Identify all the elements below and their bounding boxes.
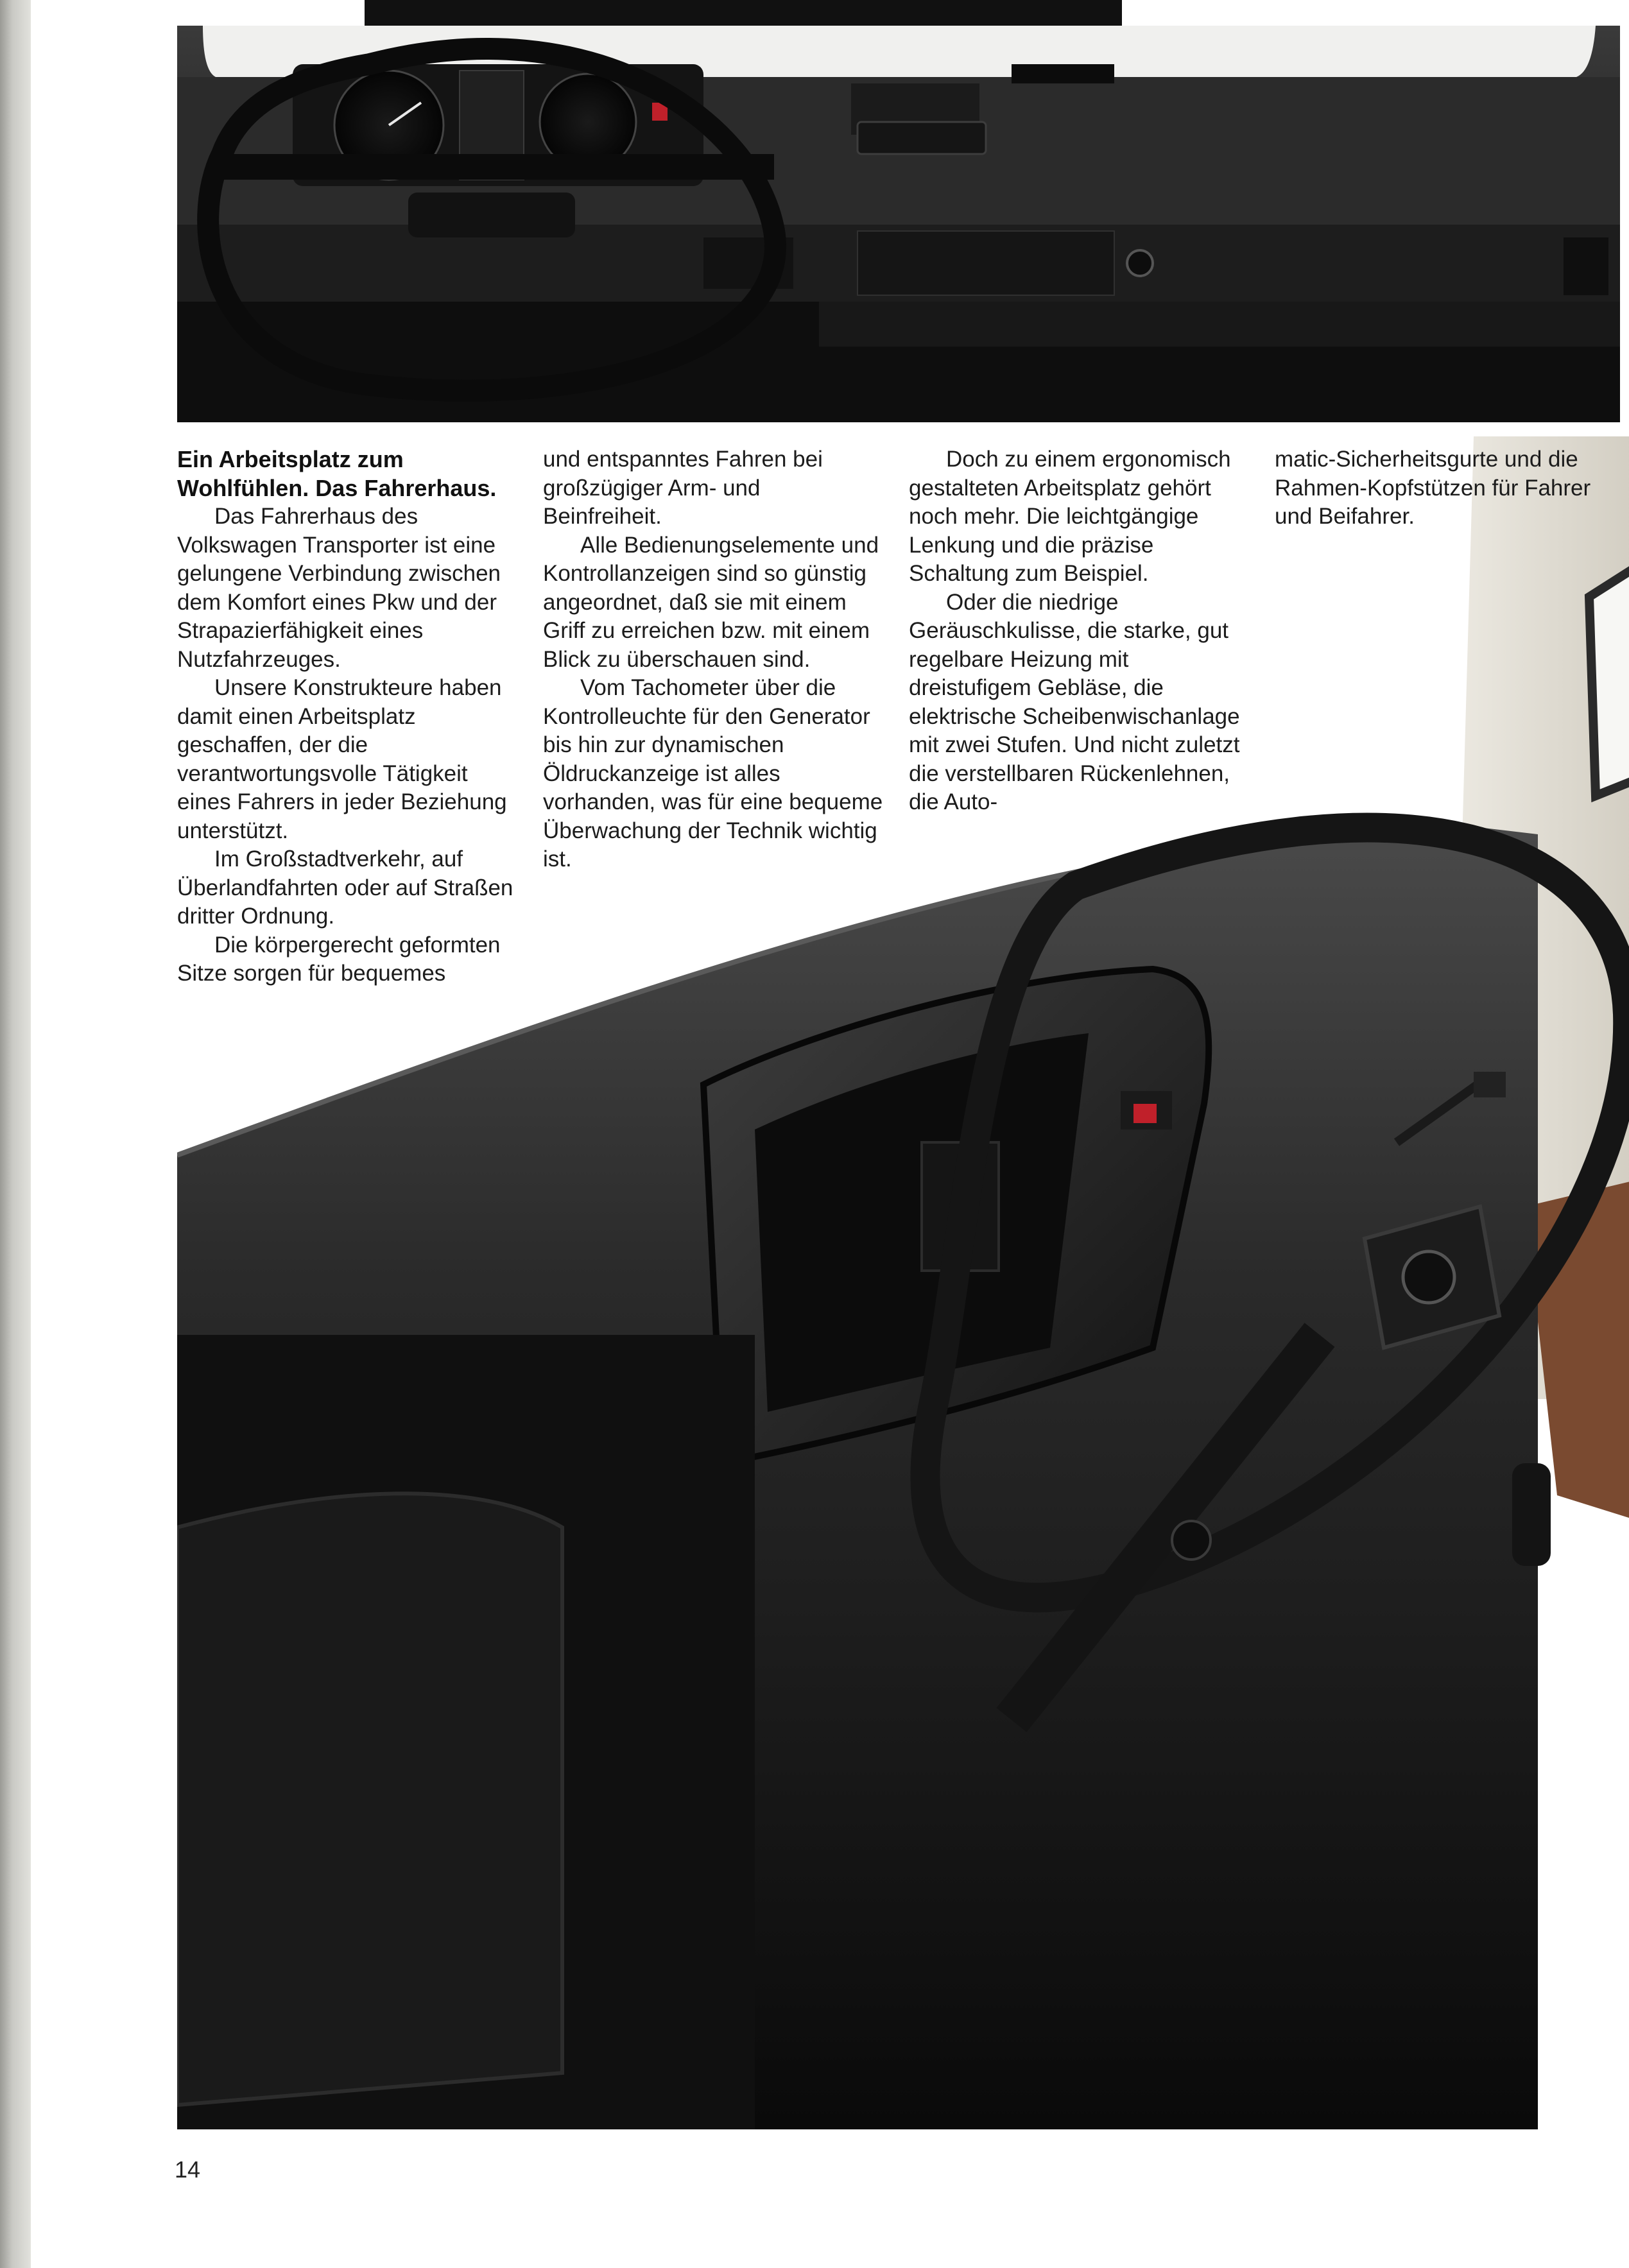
brochure-page [31,0,1629,2268]
binding-edge [0,0,31,2268]
paragraph: Unsere Konstrukteure haben damit einen Arbeitsplatz geschaffen, der die verantwortungsvolle Tätigkeit eines Fahrers in jeder Beziehung unterstützt. [177,675,507,843]
paragraph: Das Fahrerhaus des Volkswagen Transporter ist eine gelungene Verbindung zwischen dem Komfort eines Pkw und der Strapazierfähigkeit eines Nutzfahrzeuges. [177,504,501,672]
dashboard-photo-top [177,26,1620,422]
paragraph: Alle Bedienungselemente und Kontrollanzeigen sind so günstig angeordnet, daß sie mit einem Griff zu erreichen bzw. mit einem Blick zu überschauen sind. [543,532,879,672]
page-number: 14 [175,2156,201,2183]
text-column-4 [1275,445,1629,531]
text-column-3 [909,445,1249,817]
paragraph: Vom Tachometer über die Kontrolleuchte für den Generator bis hin zur dynamischen Öldruckanzeige ist alles vorhanden, was für eine bequeme Überwachung der Technik wichtig ist. [543,675,883,872]
text-column-2 [543,445,883,874]
paragraph: Die körpergerecht geformten Sitze sorgen für bequemes [177,932,501,986]
paragraph: und entspanntes Fahren bei großzügiger Arm- und Beinfreiheit. [543,447,823,529]
section-heading: Ein Arbeitsplatz zum Wohlfühlen. Das Fahrerhaus. [177,446,497,501]
paragraph: Doch zu einem ergonomisch gestalteten Arbeitsplatz gehört noch mehr. Die leichtgängige Lenkung und die präzise Schaltung zum Beispiel. [909,447,1231,586]
previous-page-edge [365,0,1122,26]
paragraph: Oder die niedrige Geräuschkulisse, die starke, gut regelbare Heizung mit dreistufigem Gebläse, die elektrische Scheibenwischanlage mit zwei Stufen. Und nicht zuletzt die verstellbaren Rückenlehnen, die Auto- [909,589,1240,814]
paragraph: Im Großstadtverkehr, auf Überlandfahrten oder auf Straßen dritter Ordnung. [177,846,513,929]
text-column-1 [177,445,517,988]
paragraph: matic-Sicherheitsgurte und die Rahmen-Kopfstützen für Fahrer und Beifahrer. [1275,447,1591,529]
